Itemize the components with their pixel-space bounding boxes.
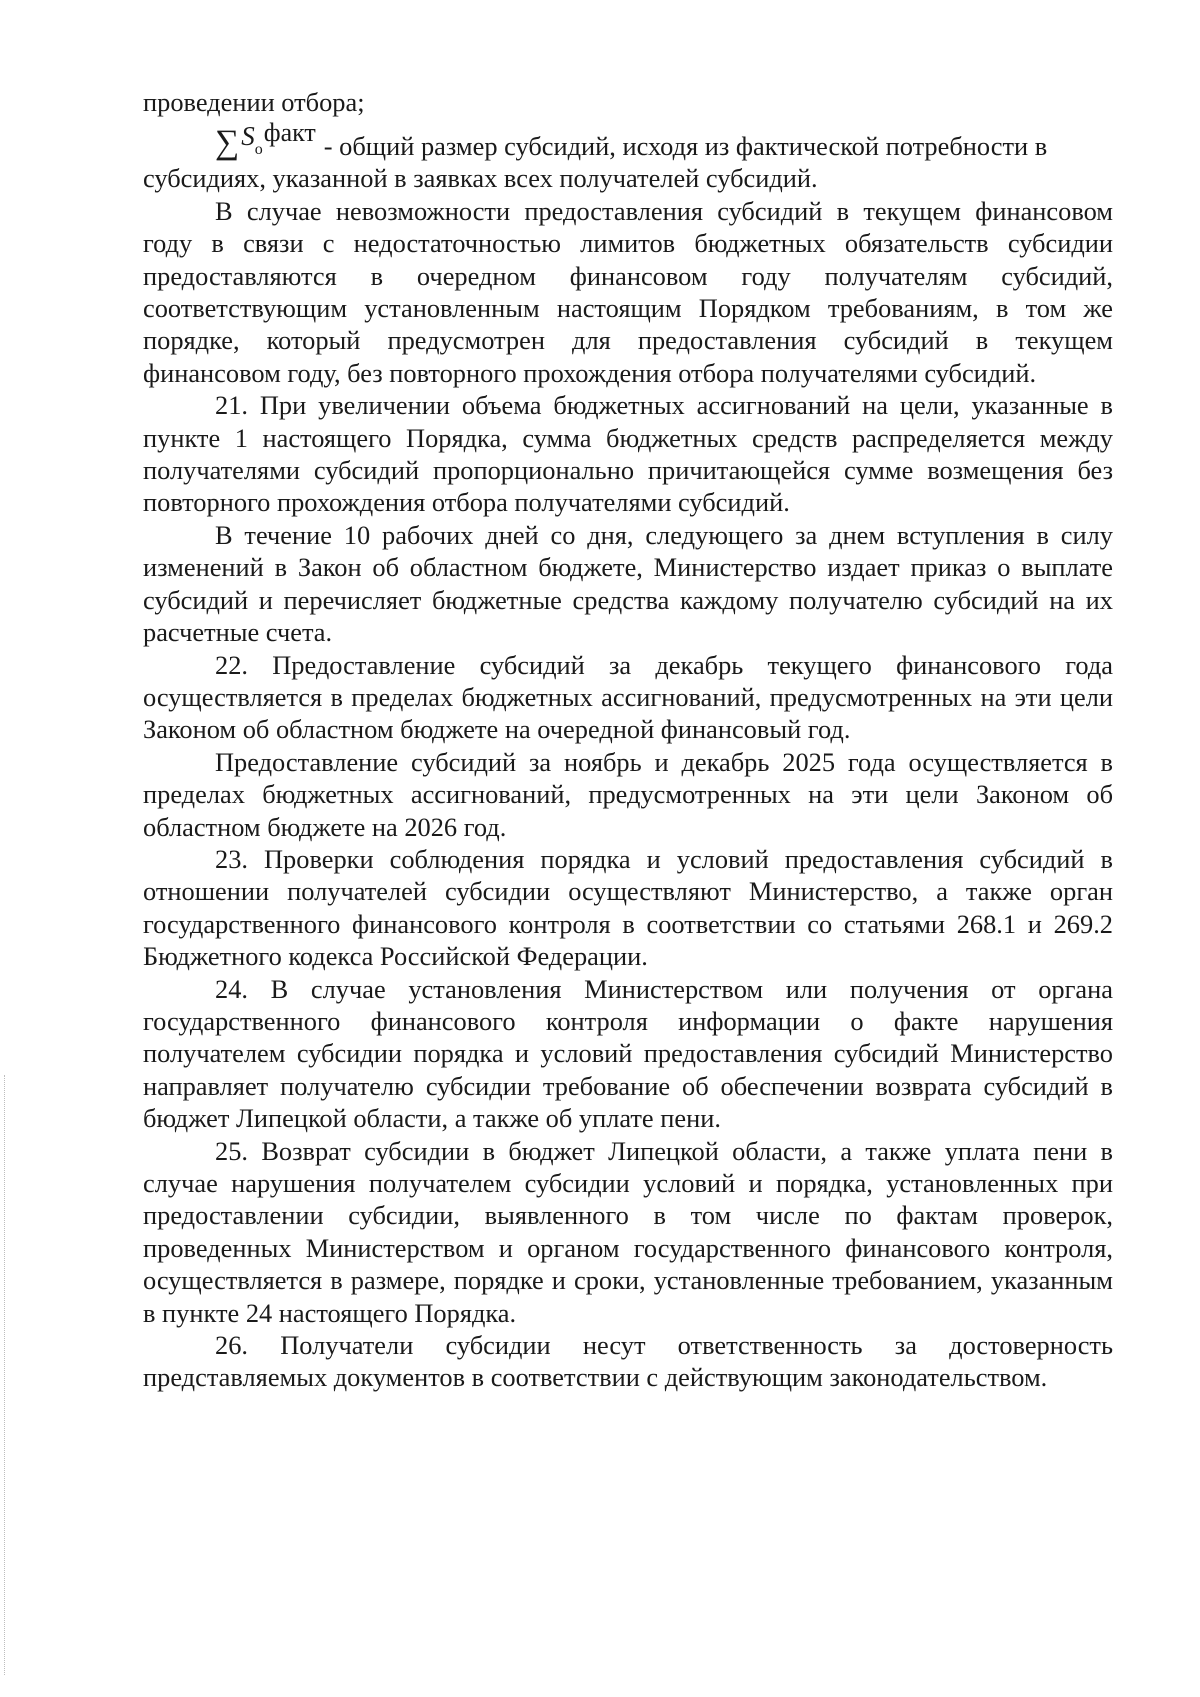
paragraph-23: 23. Проверки соблюдения порядка и условий предоставления субсидий в отношении получателей субсидии осуществляют Министерство, а также орган государственного финансового контроля в соответствии со статьями 268.1 и 269.2 Бюджетного кодекса Российской Федерации. [143, 843, 1113, 972]
scan-edge-marks [4, 1075, 6, 1675]
formula-line [143, 118, 1113, 162]
paragraph-21-term: В течение 10 рабочих дней со дня, следующего за днем вступления в силу изменений в Закон об областном бюджете, Министерство издает приказ о выплате субсидий и перечисляет бюджетные средства каждому получателю субсидий на их расчетные счета. [143, 519, 1113, 648]
paragraph-24: 24. В случае установления Министерством или получения от органа государственного финансового контроля информации о факте нарушения получателем субсидии порядка и условий предоставления субсидий Министерство направляет получателю субсидии требование об обеспечении возврата субсидий в бюджет Липецкой области, а также об уплате пени. [143, 973, 1113, 1134]
paragraph-limits: В случае невозможности предоставления субсидий в текущем финансовом году в связи с недостаточностью лимитов бюджетных обязательств субсидии предоставляются в очередном финансовом году получателям субсидий, соответствующим установленным настоящим Порядком требованиям, в том же порядке, который предусмотрен для предоставления субсидий в текущем финансовом году, без повторного прохождения отбора получателями субсидий. [143, 195, 1113, 388]
intro-line: проведении отбора; [143, 87, 365, 117]
sigma-symbol: ∑ [215, 124, 240, 162]
formula-description-end: субсидиях, указанной в заявках всех получателей субсидий. [143, 163, 818, 194]
formula-variable: S [241, 121, 255, 152]
paragraph-25: 25. Возврат субсидии в бюджет Липецкой области, а также уплата пени в случае нарушения получателем субсидии условий и порядка, установленных при предоставлении субсидии, выявленного в том числе по фактам проверок, проведенных Министерством и органом государственного финансового контроля, осуществляется в размере, порядке и сроки, установленные требованием, указанным в пункте 24 настоящего Порядка. [143, 1135, 1113, 1328]
sum-formula [215, 118, 316, 162]
document-body [143, 86, 1113, 1394]
formula-description: - общий размер субсидий, исходя из фактической потребности в [323, 131, 1048, 161]
paragraph-21: 21. При увеличении объема бюджетных ассигнований на цели, указанные в пункте 1 настоящего Порядка, сумма бюджетных средств распределяется между получателями субсидий пропорционально причитающейся сумме возмещения без повторного прохождения отбора получателями субсидий. [143, 390, 1113, 518]
paragraph-26: 26. Получатели субсидии несут ответственность за достоверность представляемых документов в соответствии с действующим законодательством. [143, 1330, 1113, 1393]
formula-subscript: o [254, 141, 263, 159]
formula-suffix: факт [263, 118, 316, 148]
paragraph-22: 22. Предоставление субсидий за декабрь текущего финансового года осуществляется в пределах бюджетных ассигнований, предусмотренных на эти цели Законом об областном бюджете на очередной финансовый год. [143, 649, 1113, 745]
paragraph-22-2025: Предоставление субсидий за ноябрь и декабрь 2025 года осуществляется в пределах бюджетных ассигнований, предусмотренных на эти цели Законом об областном бюджете на 2026 год. [143, 746, 1113, 842]
